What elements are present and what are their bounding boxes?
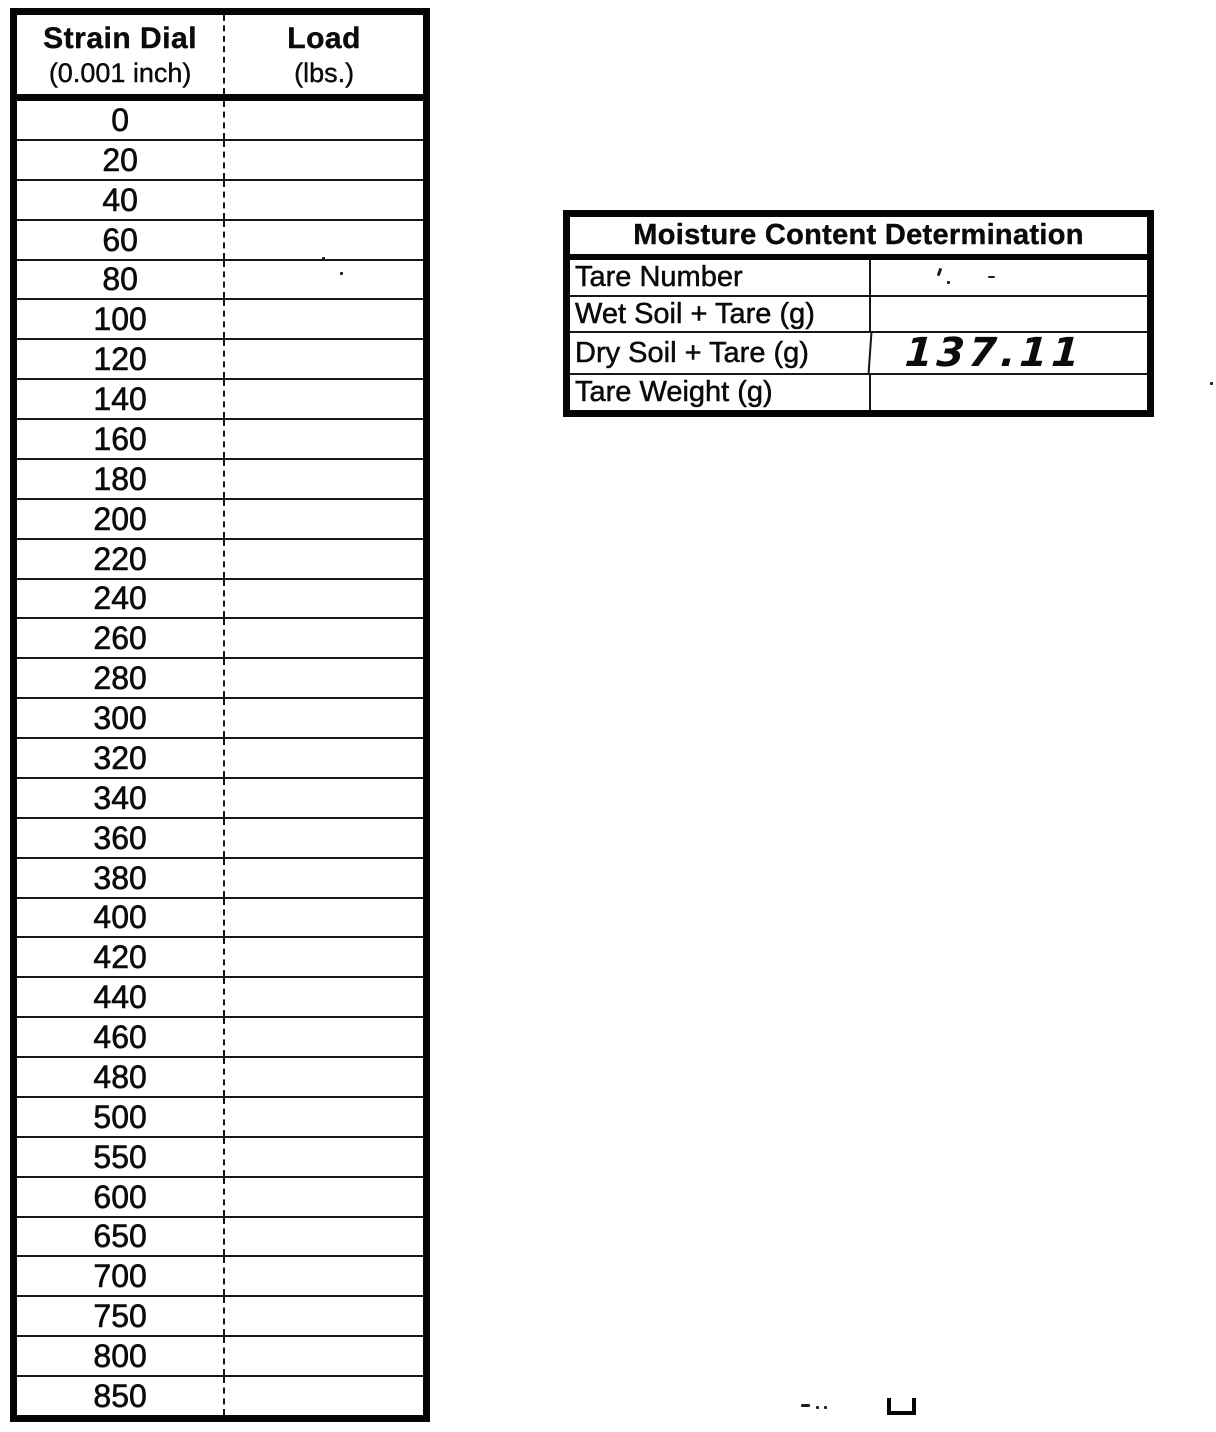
strain-table-row [17,1295,423,1335]
strain-dial-value: 480 [93,1058,147,1095]
load-value-cell [223,340,423,378]
strain-dial-header-cell [17,15,223,94]
load-value-cell [223,1098,423,1136]
load-value-cell [223,221,423,259]
moisture-row-value-cell [869,375,1147,410]
strain-dial-value: 800 [93,1338,147,1375]
scan-artifact-speckle [1210,382,1213,385]
strain-dial-value: 40 [102,181,138,218]
strain-dial-column-units: (0.001 inch) [48,58,192,88]
load-value-cell [223,460,423,498]
strain-table-row [17,697,423,737]
moisture-table-body [570,260,1147,410]
strain-dial-value: 160 [93,420,147,457]
load-value-cell [223,540,423,578]
strain-table-row [17,1255,423,1295]
scan-artifact-speckle [988,276,995,278]
load-value-cell [223,580,423,618]
strain-table-row [17,1216,423,1256]
strain-dial-value: 320 [93,739,147,776]
strain-dial-value: 20 [102,141,138,178]
load-value-cell [223,899,423,937]
moisture-table-row [570,295,1147,332]
load-value-cell [223,181,423,219]
moisture-row-label: Tare Weight (g) [575,376,773,409]
load-value-cell [223,420,423,458]
load-value-cell [223,819,423,857]
strain-dial-value: 240 [93,580,147,617]
strain-dial-value: 500 [93,1098,147,1135]
load-value-cell [223,699,423,737]
load-value-cell [223,1297,423,1335]
moisture-content-table [563,210,1154,417]
moisture-row-label: Wet Soil + Tare (g) [575,297,815,330]
strain-table-row [17,179,423,219]
load-value-cell [223,1138,423,1176]
strain-dial-value: 180 [93,460,147,497]
strain-table-row [17,617,423,657]
strain-dial-value: 60 [102,221,138,258]
strain-dial-value: 600 [93,1178,147,1215]
scan-artifact-speckle [340,272,343,275]
strain-dial-value: 0 [111,101,130,138]
strain-dial-value: 200 [93,500,147,537]
load-value-cell [223,739,423,777]
strain-table-body [17,101,423,1415]
load-value-cell [223,1058,423,1096]
strain-table-row [17,139,423,179]
strain-dial-value: 850 [93,1377,147,1414]
strain-table-row [17,578,423,618]
strain-table-row [17,976,423,1016]
load-header-cell [223,15,423,94]
strain-dial-value: 550 [93,1138,147,1175]
strain-table-row [17,936,423,976]
strain-dial-value: 300 [93,700,147,737]
strain-table-row [17,259,423,299]
strain-table-row [17,897,423,937]
moisture-table-row [570,260,1147,295]
strain-dial-value: 700 [93,1258,147,1295]
load-value-cell [223,500,423,538]
strain-dial-value: 80 [102,261,138,298]
scan-artifact-bracket [887,1398,916,1415]
strain-dial-value: 120 [93,341,147,378]
strain-table-row [17,1176,423,1216]
moisture-row-label: Dry Soil + Tare (g) [575,336,809,369]
strain-table-row [17,458,423,498]
moisture-table-row [570,373,1147,410]
strain-dial-value: 400 [93,899,147,936]
strain-table-row [17,219,423,259]
strain-table-row [17,418,423,458]
strain-dial-value: 340 [93,779,147,816]
strain-dial-value: 650 [93,1218,147,1255]
strain-table-row [17,1136,423,1176]
strain-dial-value: 280 [93,660,147,697]
load-value-cell [223,938,423,976]
load-value-cell [223,1377,423,1415]
strain-table-row [17,538,423,578]
load-value-cell [223,261,423,299]
scan-artifact-dot [816,1406,819,1409]
strain-table-row [17,1056,423,1096]
moisture-table-row [570,330,1147,377]
load-column-title: Load [287,22,361,55]
load-value-cell [223,779,423,817]
strain-dial-value: 420 [93,939,147,976]
strain-table-header [17,15,423,101]
moisture-row-label: Tare Number [575,260,743,293]
moisture-row-value-cell [869,297,1147,332]
strain-table-row [17,737,423,777]
load-value-cell [223,1257,423,1295]
load-value-cell [223,619,423,657]
strain-table-row [17,101,423,139]
strain-table-row [17,1375,423,1415]
scan-artifact-dot [824,1406,827,1409]
strain-table-row [17,338,423,378]
load-value-cell [223,1018,423,1056]
load-value-cell [223,300,423,338]
strain-table-row [17,378,423,418]
load-value-cell [223,141,423,179]
load-value-cell [223,101,423,139]
load-value-cell [223,978,423,1016]
load-column-units: (lbs.) [294,58,355,88]
strain-dial-value: 220 [93,540,147,577]
load-value-cell [223,380,423,418]
strain-table-row [17,657,423,697]
strain-dial-value: 460 [93,1019,147,1056]
strain-load-table [10,8,430,1422]
load-value-cell [223,1178,423,1216]
load-value-cell [223,1337,423,1375]
strain-table-row [17,857,423,897]
strain-table-row [17,777,423,817]
load-value-cell [223,859,423,897]
strain-table-row [17,1096,423,1136]
moisture-table-title: Moisture Content Determination [570,217,1147,260]
strain-dial-value: 750 [93,1298,147,1335]
strain-dial-column-title: Strain Dial [43,22,198,55]
strain-dial-value: 360 [93,819,147,856]
scan-artifact-speckle [947,281,950,284]
strain-dial-value: 440 [93,979,147,1016]
strain-dial-value: 140 [93,381,147,418]
strain-table-row [17,1335,423,1375]
moisture-row-value-handwritten: 137.11 [867,333,1148,373]
strain-table-row [17,498,423,538]
strain-table-row [17,817,423,857]
load-value-cell [223,659,423,697]
moisture-row-value-cell [869,260,1147,295]
strain-dial-value: 380 [93,859,147,896]
strain-dial-value: 260 [93,620,147,657]
strain-table-row [17,1016,423,1056]
scan-artifact-dash [801,1404,810,1407]
scan-artifact-speckle [322,257,325,260]
strain-dial-value: 100 [93,301,147,338]
load-value-cell [223,1218,423,1256]
strain-table-row [17,298,423,338]
